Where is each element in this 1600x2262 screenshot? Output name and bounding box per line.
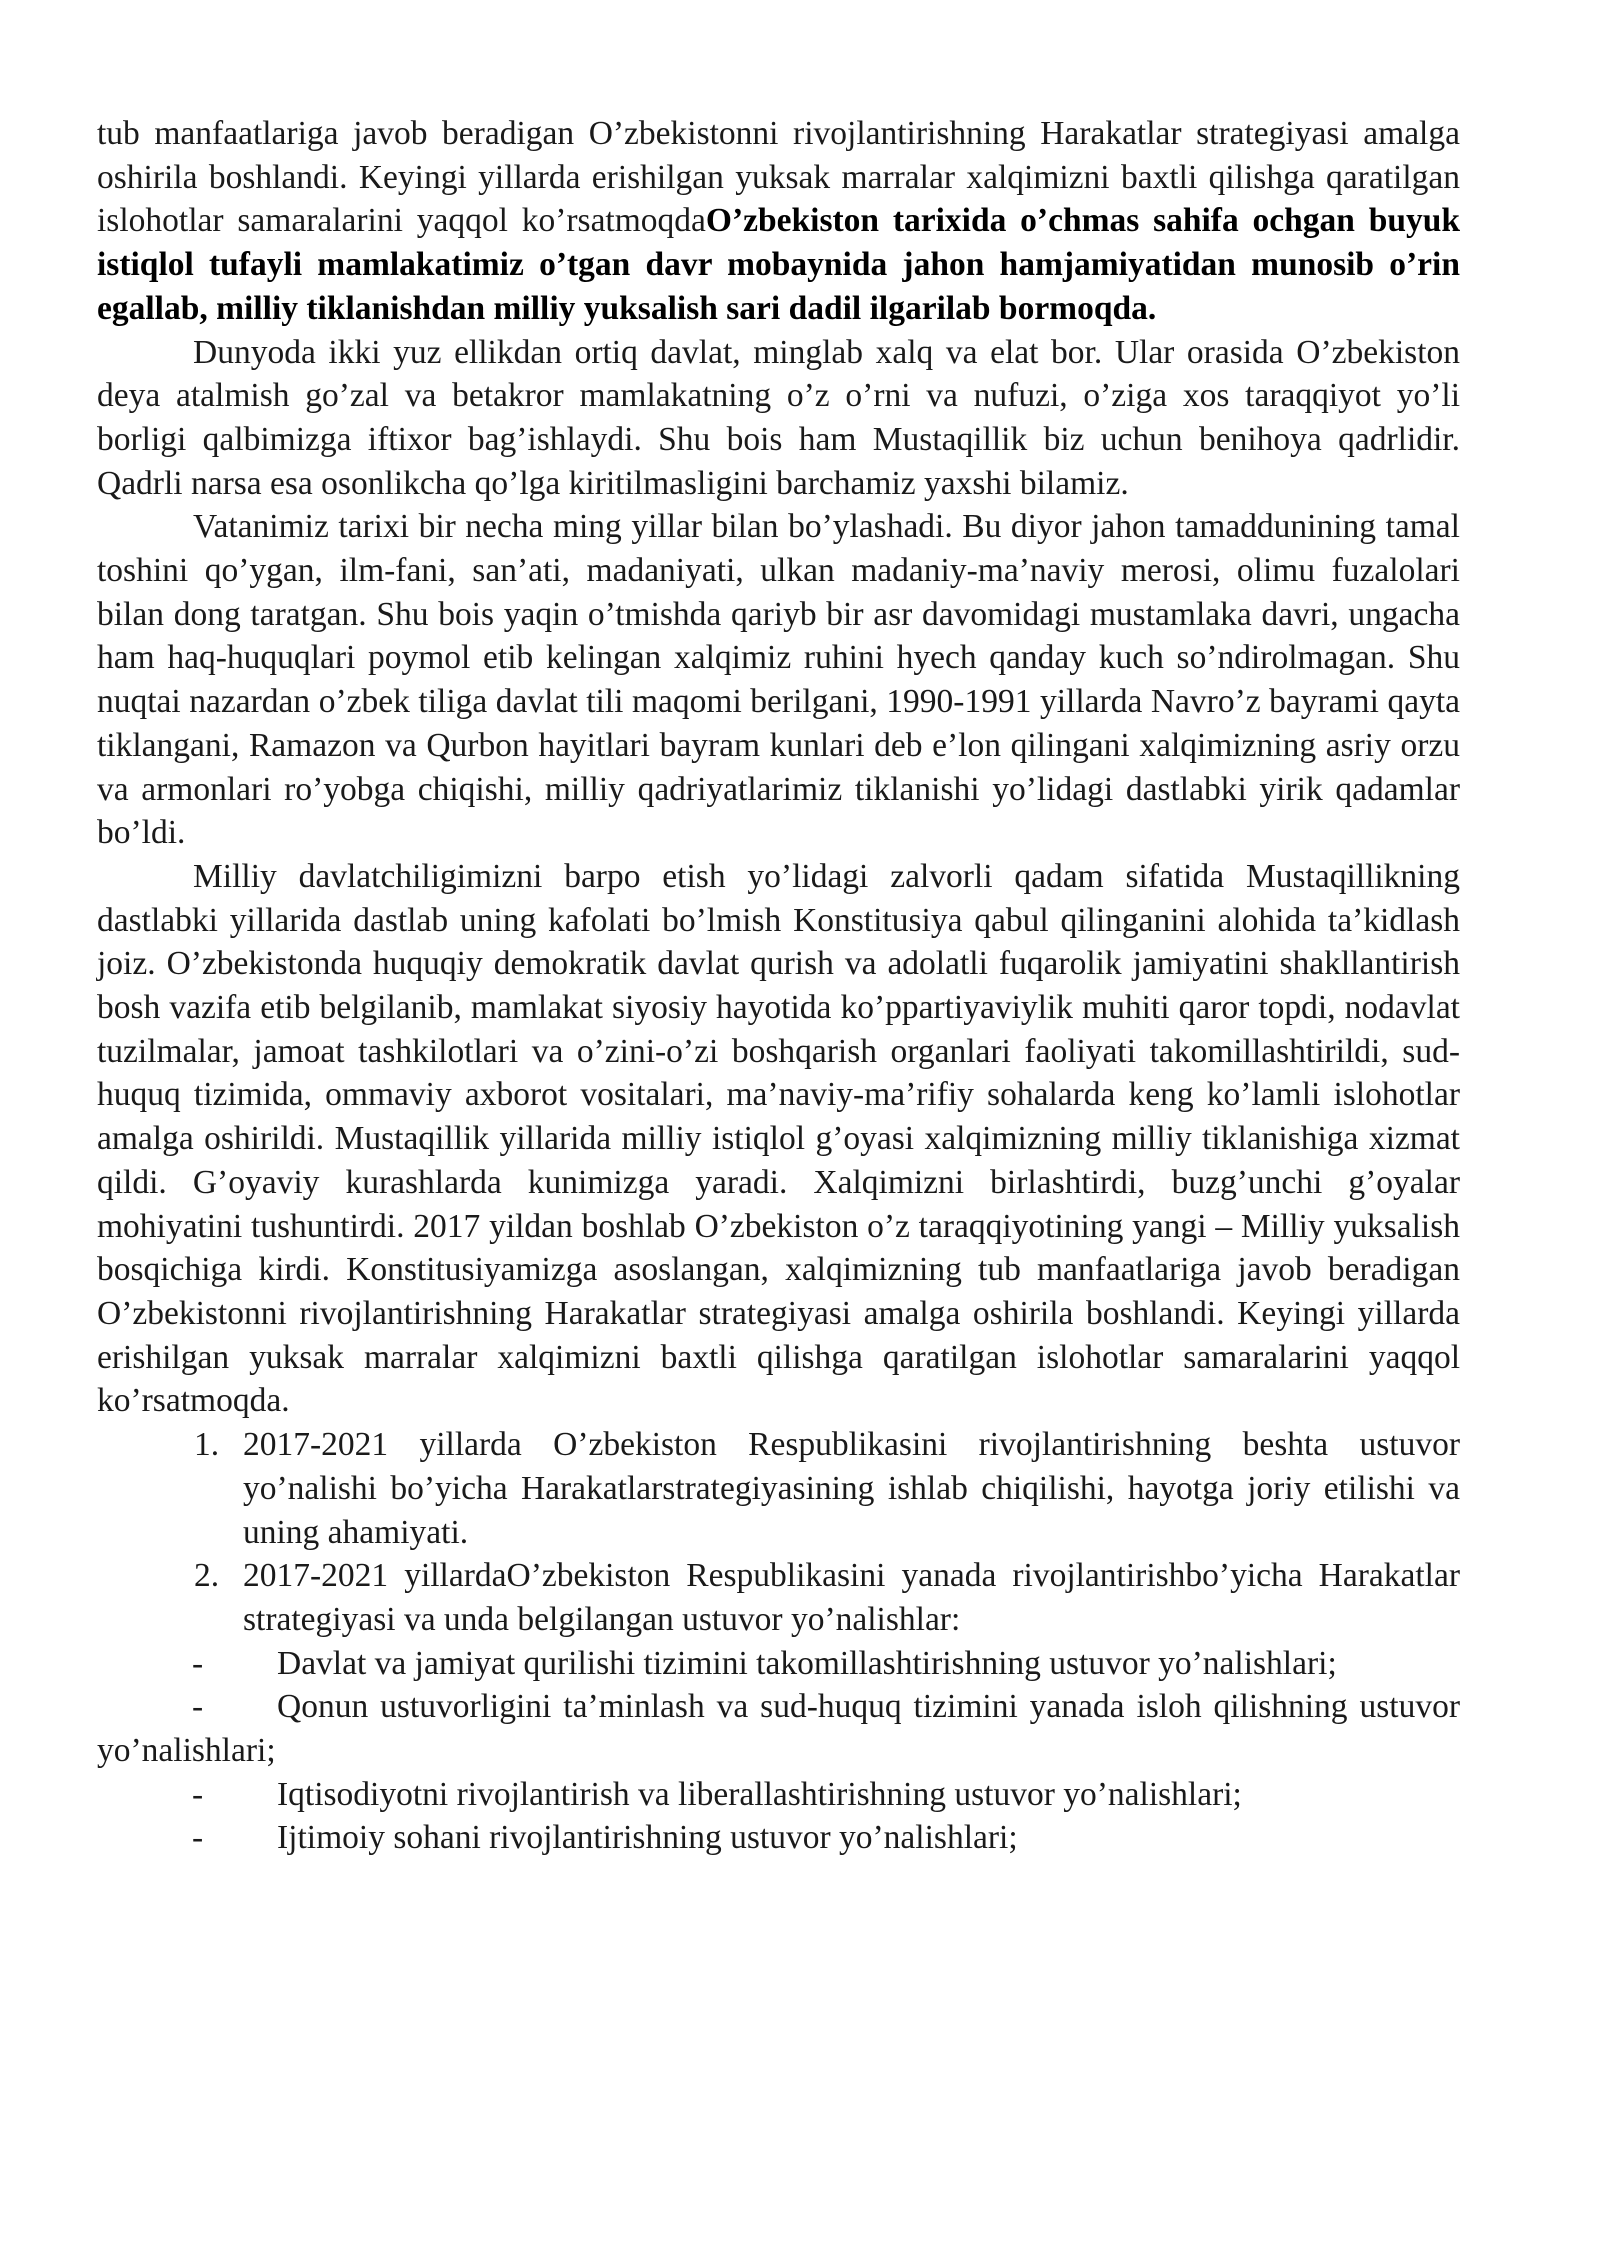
dash-item-text: Ijtimoiy sohani rivojlantirishning ustuvor yo’nalishlari; (277, 1819, 1018, 1857)
dash-list-item (1, 1685, 1460, 1772)
dash-marker: - (192, 1688, 204, 1726)
dash-list-item (1, 1773, 1460, 1817)
dash-list-item (1, 1816, 1460, 1860)
list-number: 2. (194, 1557, 220, 1595)
list-item-text: 2017-2021 yillarda O’zbekiston Respublikasini rivojlantirishning beshta ustuvor yo’nalishi bo’yicha Harakatlarstrategiyasining ishlab chiqilishi, hayotga joriy etilishi va uning ahamiyati. (243, 1426, 1460, 1551)
dash-marker: - (192, 1644, 204, 1682)
dash-item-text: Qonun ustuvorligini ta’minlash va sud-huquq tizimini yanada isloh qilishning ustuvor yo’nalishlari; (97, 1688, 1460, 1770)
paragraph-intro-bold-text: O’zbekiston tarixida o’chmas sahifa ochgan buyuk istiqlol tufayli mamlakatimiz o’tgan davr mobaynida jahon hamjamiyatidan munosib o’rin egallab, milliy tiklanishdan milliy yuksalish sari dadil ilgarilab bormoqda. (97, 202, 1460, 327)
dash-item-text: Iqtisodiyotni rivojlantirish va liberallashtirishning ustuvor yo’nalishlari; (277, 1775, 1242, 1813)
dash-marker: - (192, 1819, 204, 1857)
dash-marker: - (192, 1775, 204, 1813)
numbered-list-item (97, 1554, 1460, 1641)
paragraph-intro (97, 112, 1460, 331)
paragraph-statehood: Milliy davlatchiligimizni barpo etish yo’lidagi zalvorli qadam sifatida Mustaqillikning dastlabki yillarida dastlab uning kafolati bo’lmish Konstitusiya qabul qilinganini alohida ta’kidlash joiz. O’zbekistonda huquqiy demokratik davlat qurish va adolatli fuqarolik jamiyatini shakllantirish bosh vazifa etib belgilanib, mamlakat siyosiy hayotida ko’ppartiyaviylik muhiti qaror topdi, nodavlat tuzilmalar, jamoat tashkilotlari va o’zini-o’zi boshqarish organlari faoliyati takomillashtirildi, sud-huquq tizimida, ommaviy axborot vositalari, ma’naviy-ma’rifiy sohalarda keng ko’lamli islohotlar amalga oshirildi. Mustaqillik yillarida milliy istiqlol g’oyasi xalqimizning milliy tiklanishiga xizmat qildi. G’oyaviy kurashlarda kunimizga yaradi. Xalqimizni birlashtirdi, buzg’unchi g’oyalar mohiyatini tushuntirdi. 2017 yildan boshlab O’zbekiston o’z taraqqiyotining yangi – Milliy yuksalish bosqichiga kirdi. Konstitusiyamizga asoslangan, xalqimizning tub manfaatlariga javob beradigan O’zbekistonni rivojlantirishning Harakatlar strategiyasi amalga oshirila boshlandi. Keyingi yillarda erishilgan yuksak marralar xalqimizni baxtli qilishga qaratilgan islohotlar samaralarini yaqqol ko’rsatmoqda. (97, 857, 1460, 1420)
dash-list (97, 1642, 1460, 1861)
paragraph-history: Vatanimiz tarixi bir necha ming yillar bilan bo’ylashadi. Bu diyor jahon tamaddunining tamal toshini qo’ygan, ilm-fani, san’ati, madaniyati, ulkan madaniy-ma’naviy merosi, olimu fuzalolari bilan dong taratgan. Shu bois yaqin o’tmishda qariyb bir asr davomidagi mustamlaka davri, ungacha ham haq-huquqlari poymol etib kelingan xalqimiz ruhini hyech qanday kuch so’ndirolmagan. Shu nuqtai nazardan o’zbek tiliga davlat tili maqomi berilgani, 1990-1991 yillarda Navro’z bayrami qayta tiklangani, Ramazon va Qurbon hayitlari bayram kunlari deb e’lon qilingani xalqimizning asriy orzu va armonlari ro’yobga chiqishi, milliy qadriyatlarimiz tiklanishi yo’lidagi dastlabki yirik qadamlar bo’ldi. (97, 508, 1460, 852)
numbered-list-item (97, 1423, 1460, 1554)
document-page (97, 112, 1460, 1860)
dash-item-text: Davlat va jamiyat qurilishi tizimini takomillashtirishning ustuvor yo’nalishlari; (277, 1644, 1337, 1682)
list-item-text: 2017-2021 yillardaO’zbekiston Respublikasini yanada rivojlantirishbo’yicha Harakatlar strategiyasi va unda belgilangan ustuvor yo’nalishlar: (243, 1557, 1460, 1638)
paragraph-intro-text: tub manfaatlariga javob beradigan O’zbekistonni rivojlantirishning Harakatlar strategiyasi amalga oshirila boshlandi. Keyingi yillarda erishilgan yuksak marralar xalqimizni baxtli qilishga qaratilgan islohotlar samaralarini yaqqol ko’rsatmoqda (97, 115, 1460, 240)
numbered-list (97, 1423, 1460, 1642)
dash-list-item (1, 1642, 1460, 1686)
paragraph-countries: Dunyoda ikki yuz ellikdan ortiq davlat, minglab xalq va elat bor. Ular orasida O’zbekiston deya atalmish go’zal va betakror mamlakatning o’z o’rni va nufuzi, o’ziga xos taraqqiyot yo’li borligi qalbimizga iftixor bag’ishlaydi. Shu bois ham Mustaqillik biz uchun benihoya qadrlidir. Qadrli narsa esa osonlikcha qo’lga kiritilmasligini barchamiz yaxshi bilamiz. (97, 333, 1460, 502)
list-number: 1. (194, 1426, 220, 1464)
